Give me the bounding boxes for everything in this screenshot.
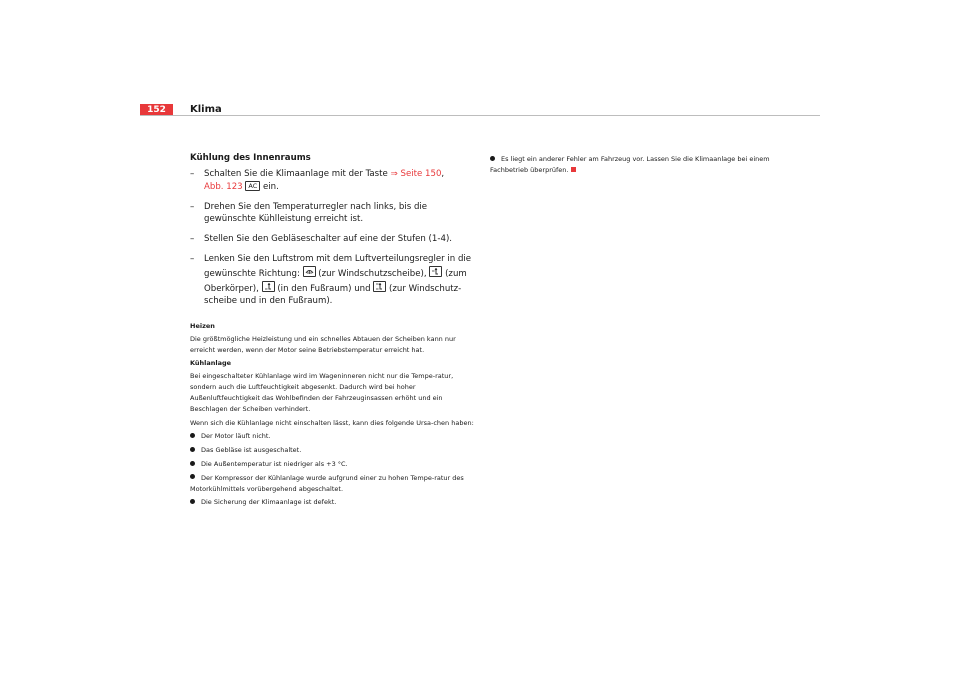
kuehlanlage-paragraph: Bei eingeschalteter Kühlanlage wird im Wageninneren nicht nur die Tempe-ratur, sondern auch die Luftfeuchtigkeit abgesenkt. Dadurch wird bei hoher Außenluftfeuchtigkeit das Wohlbefinden der Fahrzeuginsassen erhöht und ein Beschlagen der Scheiben verhindert. [190, 372, 454, 413]
step-1 [190, 168, 480, 193]
figure-reference-link[interactable]: Abb. 123 [204, 181, 243, 192]
windshield-footwell-icon [373, 281, 386, 292]
list-item: Die Außentemperatur ist niedriger als +3 °C. [190, 459, 480, 470]
step-3 [190, 233, 480, 246]
right-column [490, 154, 780, 179]
reasons-intro: Wenn sich die Kühlanlage nicht einschalten lässt, kann dies folgende Ursa-chen haben: [190, 418, 474, 427]
bullet-icon [190, 447, 195, 452]
ac-key-icon: AC [245, 181, 260, 191]
footwell-icon [262, 281, 275, 292]
step-4-text-b: (zur Windschutzscheibe), [315, 269, 430, 280]
step-dash: – [190, 169, 195, 179]
step-dash: – [190, 234, 195, 245]
step-dash: – [190, 254, 195, 265]
windshield-icon [303, 266, 316, 277]
step-2 [190, 201, 480, 226]
step-4-text-a: Lenken Sie den Luftstrom mit dem Luftverteilungsregler in die gewünschte Richtung: [204, 254, 472, 280]
list-item: Es liegt ein anderer Fehler am Fahrzeug vor. Lassen Sie die Klimaanlage bei einem Fachbetrieb überprüfen. [490, 155, 770, 174]
heizen-paragraph: Die größtmögliche Heizleistung und ein schnelles Abtauen der Scheiben kann nur erreicht werden, wenn der Motor seine Betriebstemperatur erreicht hat. [190, 334, 456, 354]
bullet-icon [190, 461, 195, 466]
list-item: Der Kompressor der Kühlanlage wurde aufgrund einer zu hohen Tempe-ratur des Motorkühlmittels vorübergehend abgeschaltet. [190, 473, 464, 493]
upper-body-icon [429, 266, 442, 277]
page-title: Klima [190, 104, 222, 115]
heizen-heading: Heizen [190, 321, 215, 330]
list-item: Das Gebläse ist ausgeschaltet. [190, 445, 480, 456]
section-heading: Kühlung des Innenraums [190, 153, 311, 163]
page-reference-link[interactable]: ⇒ Seite 150 [390, 169, 442, 179]
step-4-text-e: (zur Windschutz-scheibe und in den Fußraum). [204, 283, 462, 307]
left-column [190, 153, 480, 511]
step-2-text: Drehen Sie den Temperaturregler nach links, bis die gewünschte Kühlleistung erreicht ist. [204, 201, 428, 225]
header-rule [140, 115, 820, 116]
step-3-text: Stellen Sie den Gebläseschalter auf eine der Stufen (1-4). [204, 234, 453, 245]
list-item: Der Motor läuft nicht. [190, 431, 480, 442]
step-1-separator: , [441, 169, 445, 179]
step-4 [190, 253, 480, 307]
bullet-icon [490, 156, 495, 161]
bullet-icon [190, 474, 195, 479]
kuehlanlage-heading: Kühlanlage [190, 359, 232, 368]
bullet-icon [190, 433, 195, 438]
list-item: Die Sicherung der Klimaanlage ist defekt. [190, 497, 480, 508]
step-4-text-c: (zum Oberkörper), [204, 269, 467, 294]
section-end-icon [571, 167, 576, 172]
step-1-text-a: Schalten Sie die Klimaanlage mit der Taste [204, 169, 391, 179]
step-1-text-b: ein. [260, 181, 279, 192]
step-dash: – [190, 201, 195, 212]
step-4-text-d: (in den Fußraum) und [274, 283, 374, 294]
bullet-icon [190, 499, 195, 504]
page-number-badge: 152 [140, 104, 173, 116]
